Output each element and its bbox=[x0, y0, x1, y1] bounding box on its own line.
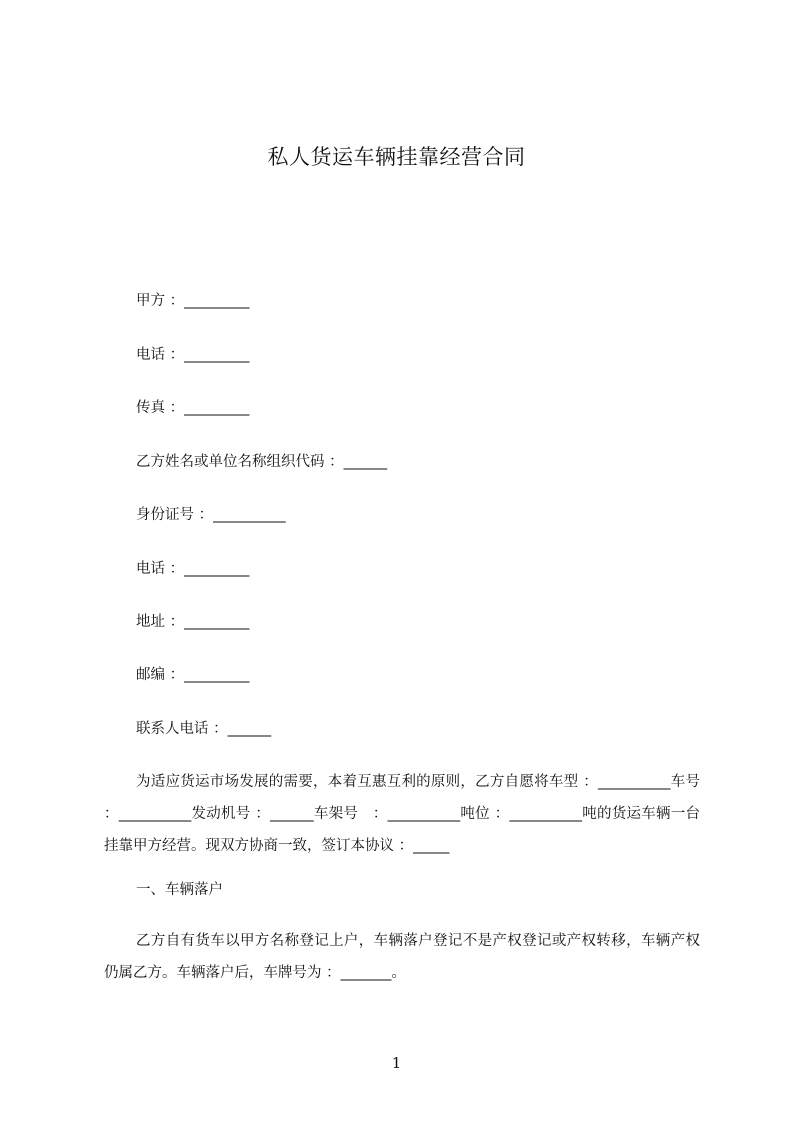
party-a-name-field: 甲方 ：_________ bbox=[136, 293, 250, 309]
contact-phone-field: 联系人电话 ：______ bbox=[136, 721, 272, 737]
address-field: 地址 ：_________ bbox=[136, 614, 250, 630]
section-1-heading: 一、车辆落户 bbox=[136, 882, 223, 898]
postcode-field: 邮编 ：_________ bbox=[136, 667, 250, 683]
party-b-phone-field: 电话 ：_________ bbox=[136, 561, 250, 577]
party-a-fax-field: 传真 ：_________ bbox=[136, 400, 250, 416]
party-a-phone-field: 电话 ：_________ bbox=[136, 347, 250, 363]
section-1-paragraph: 乙方自有货车以甲方名称登记上户，车辆落户登记不是产权登记或产权转移，车辆产权仍属乙方。车辆落户后，车牌号为 ：_______。 bbox=[104, 933, 700, 981]
document-title: 私人货运车辆挂靠经营合同 bbox=[267, 145, 526, 169]
page-number: 1 bbox=[391, 1054, 402, 1072]
id-number-field: 身份证号 ：__________ bbox=[136, 507, 286, 523]
party-b-name-code-field: 乙方姓名或单位名称组织代码 ：______ bbox=[136, 454, 388, 470]
intro-paragraph: 为适应货运市场发展的需要，本着互惠互利的原则，乙方自愿将车型 ：__________车号 ：__________发动机号 ：______车架号 ：__________吨位 ：__________吨的货运车辆一台挂靠甲方经营。现双方协商一致，签订本协议 ：_____ bbox=[104, 774, 700, 854]
